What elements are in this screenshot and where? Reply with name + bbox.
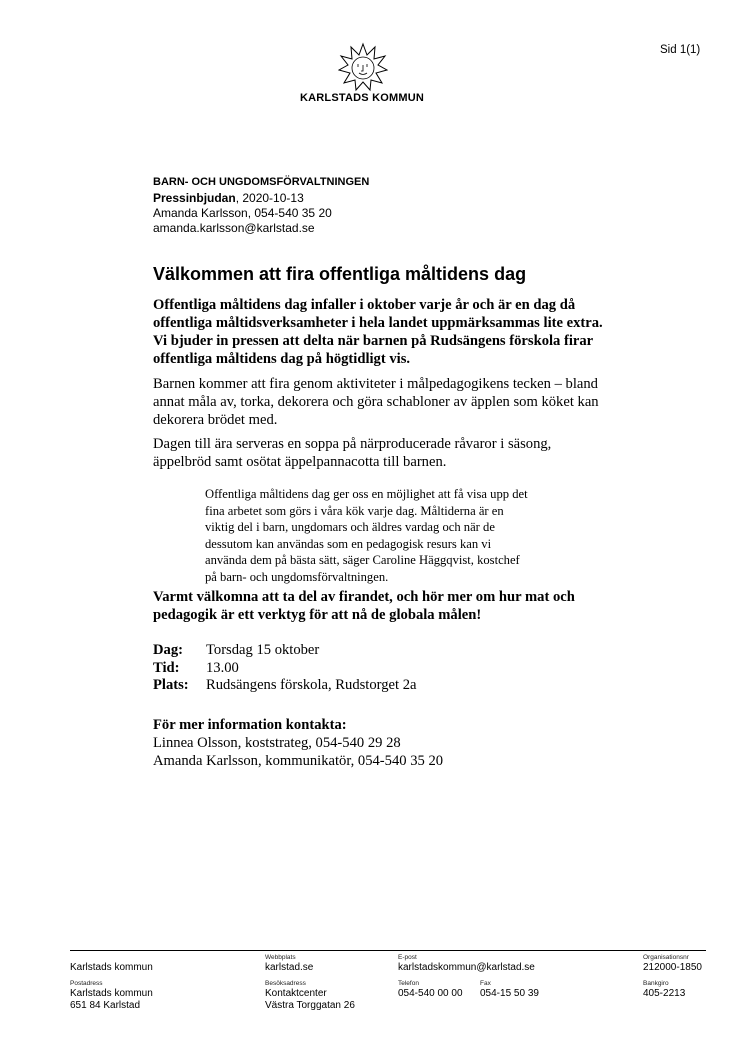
event-value: Torsdag 15 oktober	[206, 642, 320, 658]
field-value: Kontaktcenter	[265, 988, 327, 999]
text-line: på barn- och ungdomsförvaltningen.	[205, 569, 389, 584]
doc-type: Pressinbjudan	[153, 191, 236, 205]
footer-visit	[265, 980, 355, 1012]
email-link[interactable]: karlstadskommun@karlstad.se	[398, 962, 535, 973]
text-line: Vi bjuder in pressen att delta när barnen på Rudsängens förskola firar	[153, 333, 594, 349]
event-label: Plats:	[153, 677, 189, 693]
field-label: Bankgiro	[643, 980, 669, 987]
field-value: 212000-1850	[643, 962, 702, 973]
page-number: Sid 1(1)	[660, 44, 701, 56]
text-line: dekorera brödet med.	[153, 412, 278, 428]
org-logo-text: KARLSTADS KOMMUN	[300, 92, 424, 104]
field-value: 651 84 Karlstad	[70, 1000, 141, 1011]
footer-phone	[398, 980, 463, 1000]
text-line: Offentliga måltidens dag ger oss en möjlighet att få visa upp det	[205, 487, 528, 501]
body-paragraph	[153, 375, 599, 429]
contact-block	[153, 716, 443, 770]
field-label: Webbplats	[265, 954, 296, 961]
text-line: offentliga måltidens dag på högtidligt vis.	[153, 351, 411, 367]
field-label: E-post	[398, 954, 417, 961]
field-value: Karlstads kommun	[70, 988, 153, 999]
web-link[interactable]: karlstad.se	[265, 962, 314, 973]
text-line: dessutom kan användas som en pedagogisk resurs kan vi	[205, 536, 492, 551]
sender-contact: Amanda Karlsson, 054-540 35 20	[153, 206, 332, 220]
text-line: offentliga måltidsverksamheter i hela landet uppmärksammas lite extra.	[153, 315, 603, 331]
contact-heading: För mer information kontakta:	[153, 717, 347, 733]
page-title: Välkommen att fira offentliga måltidens dag	[153, 264, 527, 284]
text-line: Varmt välkomna att ta del av firandet, och hör mer om hur mat och	[153, 589, 575, 605]
body-paragraph	[153, 435, 551, 471]
text-line: viktig del i barn, ungdomars och äldres vardag och när de	[205, 520, 495, 534]
text-line: Dagen till ära serveras en soppa på närproducerade råvaror i säsong,	[153, 436, 552, 452]
sender-email[interactable]: amanda.karlsson@karlstad.se	[153, 221, 315, 235]
lead-paragraph	[153, 296, 603, 368]
sun-logo-icon	[338, 42, 388, 92]
event-label: Dag:	[153, 642, 183, 658]
text-line: äppelbröd samt osötat äppelpannacotta till barnen.	[153, 454, 447, 470]
field-label: Besöksadress	[265, 980, 306, 987]
field-label: Fax	[480, 980, 491, 987]
text-line: Barnen kommer att fira genom aktiviteter i målpedagogikens tecken – bland	[153, 376, 598, 392]
field-value: 405-2213	[643, 988, 686, 999]
contact-line: Linnea Olsson, koststrateg, 054-540 29 28	[153, 735, 401, 751]
footer-divider	[70, 950, 706, 951]
field-label: Postadress	[70, 980, 103, 987]
doc-date: , 2020-10-13	[235, 191, 304, 205]
department: BARN- OCH UNGDOMSFÖRVALTNINGEN	[153, 176, 370, 188]
text-line: annat måla av, torka, dekorera och göra schabloner av äpplen som köket kan	[153, 394, 599, 410]
closing-paragraph	[153, 588, 575, 624]
field-label: Telefon	[398, 980, 419, 987]
field-value: 054-540 00 00	[398, 988, 463, 999]
footer-web	[265, 954, 313, 974]
contact-line: Amanda Karlsson, kommunikatör, 054-540 35 20	[153, 753, 444, 769]
footer-bankgiro	[643, 980, 685, 1000]
event-details	[153, 642, 417, 695]
quote-block	[205, 486, 528, 585]
footer-email	[398, 954, 535, 974]
footer-postal	[70, 980, 153, 1012]
footer-fax	[480, 980, 539, 1000]
event-value: 13.00	[206, 659, 239, 676]
sender-block	[153, 191, 332, 236]
field-value: 054-15 50 39	[480, 988, 539, 999]
field-value: Västra Torggatan 26	[265, 1000, 355, 1011]
text-line: pedagogik är ett verktyg för att nå de globala målen!	[153, 607, 482, 623]
event-label: Tid:	[153, 659, 180, 676]
event-value: Rudsängens förskola, Rudstorget 2a	[206, 677, 417, 693]
field-label: Organisationsnr	[643, 954, 689, 961]
footer-orgnr	[643, 954, 702, 974]
text-line: använda dem på bästa sätt, säger Caroline Häggqvist, kostchef	[205, 553, 520, 567]
text-line: fina arbetet som görs i våra kök varje dag. Måltiderna är en	[205, 503, 504, 518]
footer-name: Karlstads kommun	[70, 962, 153, 973]
text-line: Offentliga måltidens dag infaller i oktober varje år och är en dag då	[153, 297, 576, 313]
